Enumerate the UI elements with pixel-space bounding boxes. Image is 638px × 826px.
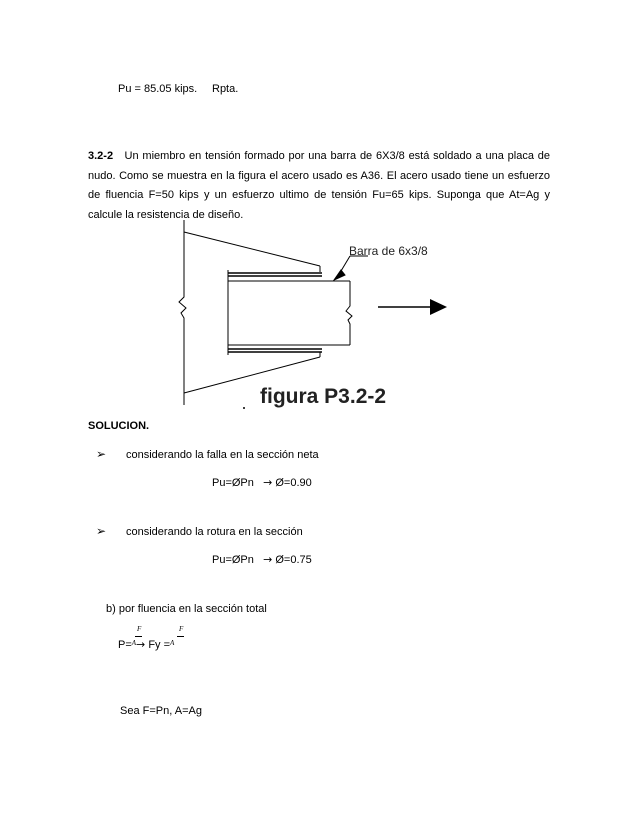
formula-1: Pu=ØPn → Ø=0.90 bbox=[212, 476, 312, 489]
bullet-text-1: considerando la falla en la sección neta bbox=[126, 449, 319, 461]
equation-line: P=$^A$→ Fy =$^A$ bbox=[118, 638, 175, 651]
fraction-bar-2 bbox=[177, 636, 184, 637]
formula-2: Pu=ØPn → Ø=0.75 bbox=[212, 553, 312, 566]
bar-label: Barra de 6x3/8 bbox=[349, 244, 428, 258]
bullet-icon: ➢ bbox=[96, 524, 107, 538]
bar-label-leader bbox=[334, 256, 368, 280]
problem-text: Un miembro en tensión formado por una barra de 6X3/8 está soldado a una placa de nudo. Como se muestra en la figura el acero usado es A36. El acero usado tiene un esfuerzo de fluencia F=50 kips y un esfuerzo ultimo de tensión Fu=65 kips. Suponga que At=Ag y calcule la resistencia de diseño. bbox=[88, 150, 550, 221]
force-arrow bbox=[378, 299, 447, 315]
frac-num-2: F bbox=[179, 625, 184, 633]
pu-result: Pu = 85.05 kips. bbox=[118, 83, 198, 95]
solution-title: SOLUCION. bbox=[88, 420, 150, 432]
frac-num-1: F bbox=[137, 625, 142, 633]
item-b: b) por fluencia en la sección total bbox=[106, 603, 267, 615]
sea-line: Sea F=Pn, A=Ag bbox=[120, 705, 202, 717]
gusset-plate bbox=[179, 220, 320, 405]
fraction-bar-1 bbox=[135, 636, 142, 637]
weld-lines bbox=[228, 273, 322, 352]
figure-caption: figura P3.2-2 bbox=[260, 385, 387, 408]
bullet-icon: ➢ bbox=[96, 447, 107, 461]
problem-number: 3.2-2 bbox=[88, 150, 114, 162]
bullet-text-2: considerando la rotura en la sección bbox=[126, 526, 303, 538]
stray-dot bbox=[243, 407, 245, 409]
steel-bar bbox=[228, 270, 352, 355]
rpta-label: Rpta. bbox=[212, 83, 239, 95]
